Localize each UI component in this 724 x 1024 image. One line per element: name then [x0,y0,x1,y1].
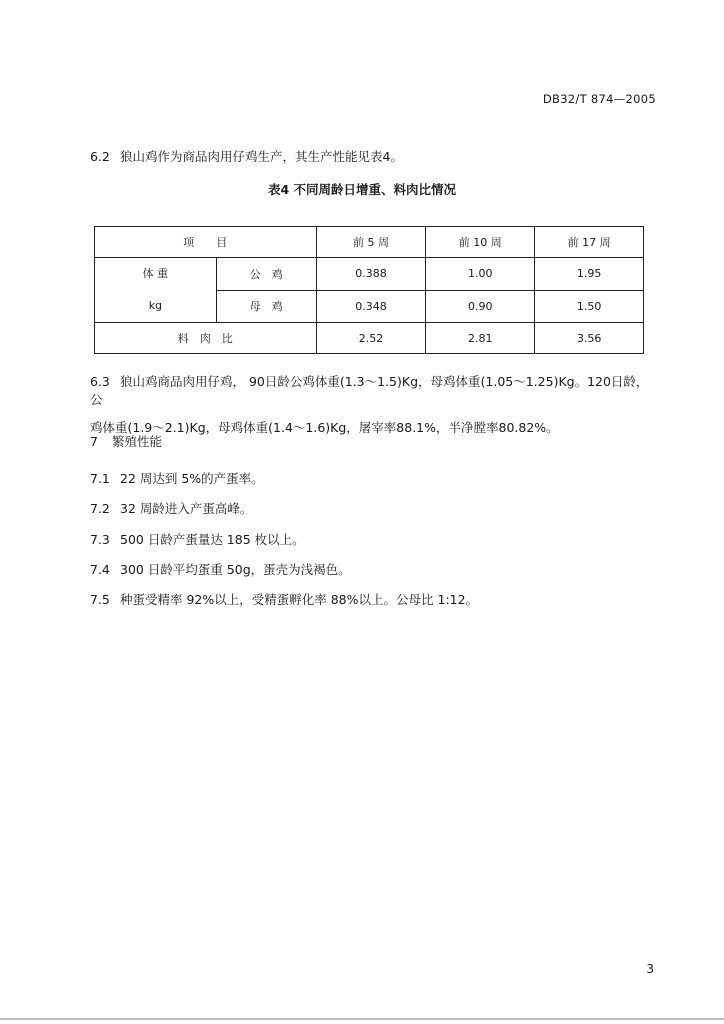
table-cell: 1.95 [535,258,644,291]
table-cell: 3.56 [535,323,644,354]
section-number: 7 [90,434,98,449]
list-item [90,500,252,518]
table-cell: 1.00 [426,258,535,291]
item-number: 7.5 [90,592,110,607]
item-number: 7.1 [90,471,110,486]
page-bottom-divider [0,1018,724,1020]
item-number: 7.4 [90,562,110,577]
body-weight-unit: kg [148,299,163,312]
row-label-feed-ratio: 料 肉 比 [95,323,317,354]
section-6-3 [90,373,652,437]
body-weight-label-cell [95,258,217,323]
table-header-row [95,227,644,258]
page-number: 3 [646,962,654,976]
list-item [90,591,478,609]
table-row [95,258,644,291]
section-6-2 [90,148,403,166]
body-weight-label: 体 重 [142,267,169,280]
table-title: 表4 不同周龄日增重、料肉比情况 [267,182,457,197]
table-cell: 1.50 [535,290,644,323]
header-cell-17w: 前 17 周 [535,227,644,258]
row-label-female: 母 鸡 [216,290,316,323]
item-text: 32 周龄进入产蛋高峰。 [120,501,253,516]
document-code: DB32/T 874—2005 [542,92,656,106]
row-label-male: 公 鸡 [216,258,316,291]
table-cell: 2.52 [316,323,426,354]
header-cell-item: 项 目 [95,227,317,258]
item-text: 500 日龄产蛋量达 185 枚以上。 [120,532,305,547]
item-number: 7.3 [90,532,110,547]
section-text-line-2: 鸡体重(1.9～2.1)Kg，母鸡体重(1.4～1.6)Kg，屠宰率88.1%，半净膛率80.82%。 [90,420,559,435]
table-cell: 0.90 [426,290,535,323]
item-text: 种蛋受精率 92%以上，受精蛋孵化率 88%以上。公母比 1:12。 [120,592,479,607]
section-text-line-1: 狼山鸡商品肉用仔鸡， 90日龄公鸡体重(1.3～1.5)Kg，母鸡体重(1.05～1.25)Kg。120日龄，公 [90,374,649,407]
item-text: 22 周达到 5%的产蛋率。 [120,471,264,486]
item-text: 300 日龄平均蛋重 50g，蛋壳为浅褐色。 [120,562,351,577]
list-item [90,531,305,549]
table-cell: 0.348 [316,290,426,323]
section-number: 6.3 [90,374,110,389]
list-item [90,470,264,488]
item-number: 7.2 [90,501,110,516]
section-text: 狼山鸡作为商品肉用仔鸡生产，其生产性能见表4。 [120,149,403,164]
section-number: 6.2 [90,149,110,164]
header-cell-10w: 前 10 周 [426,227,535,258]
table-cell: 0.388 [316,258,426,291]
section-7-heading [90,433,162,451]
data-table [94,226,644,354]
list-item [90,561,351,579]
header-cell-5w: 前 5 周 [316,227,426,258]
section-title: 繁殖性能 [112,434,163,449]
table-cell: 2.81 [426,323,535,354]
table-row [95,323,644,354]
